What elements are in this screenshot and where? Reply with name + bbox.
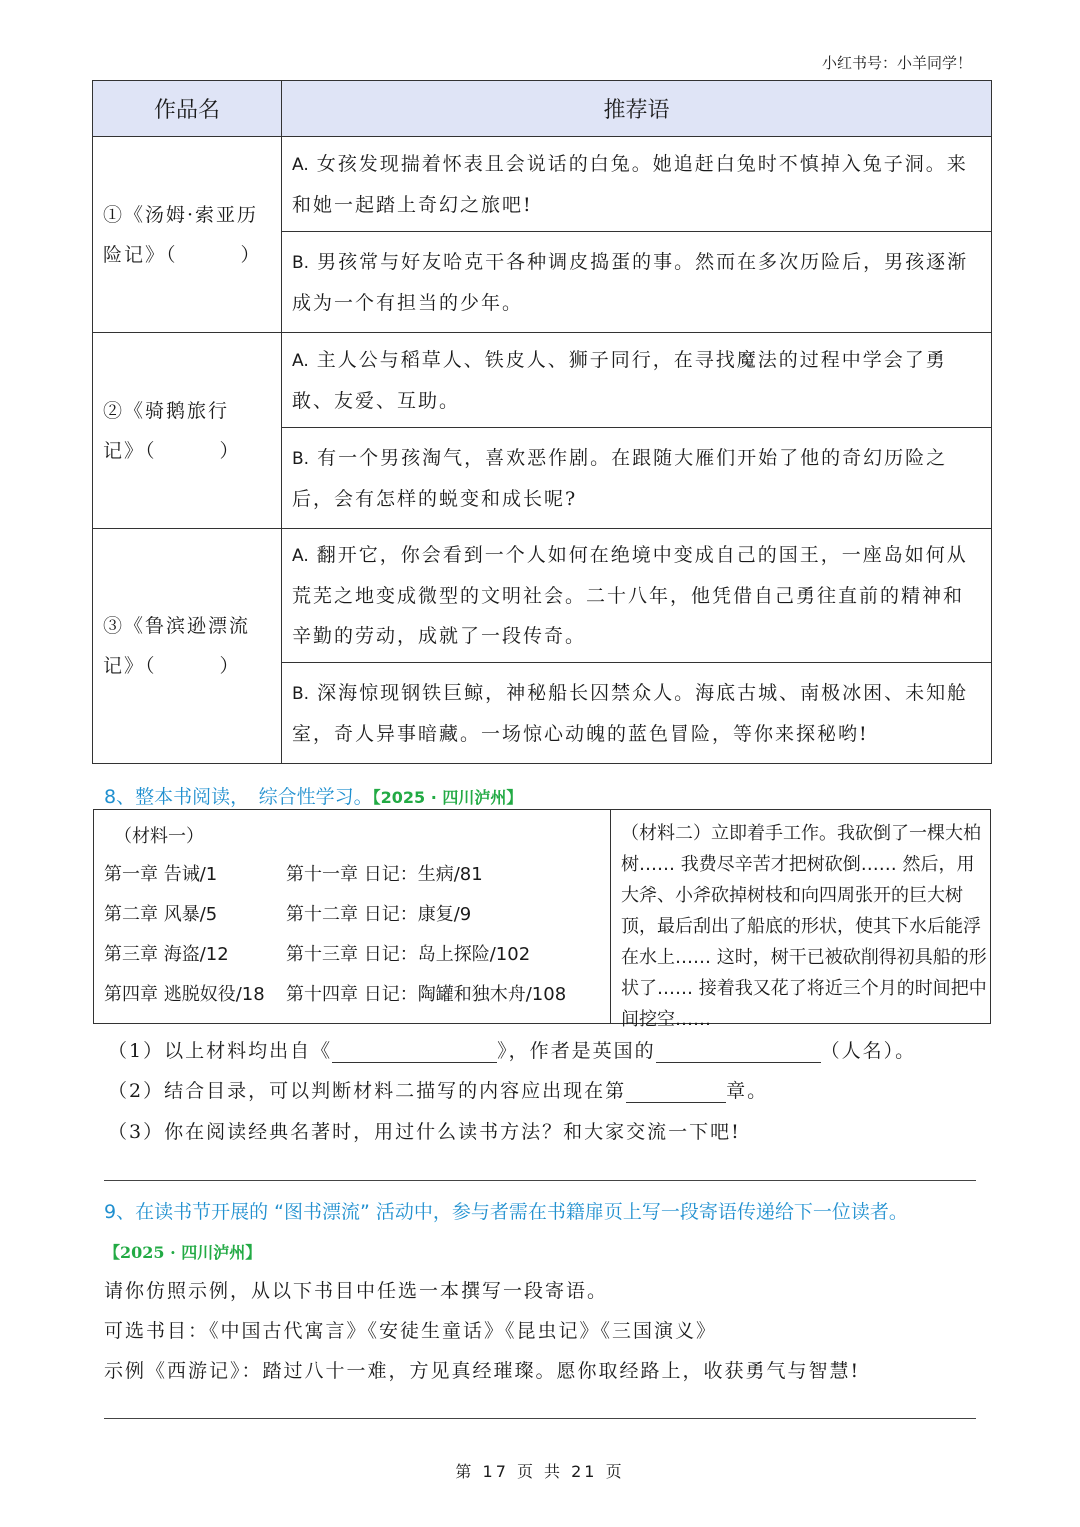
question-8-text: 8、整本书阅读， 综合性学习。 (104, 786, 373, 808)
sub-question-2 (108, 1076, 768, 1103)
option-text: 男孩常与好友哈克干各种调皮捣蛋的事。然而在多次历险后，男孩逐渐成为一个有担当的少年。 (292, 250, 969, 314)
option-a-1 (282, 137, 992, 232)
chapter-left: 第二章 风暴/5 (104, 904, 218, 925)
sub-question-1-part-b: 》，作者是英国的 (497, 1040, 656, 1062)
table-row (93, 529, 992, 663)
materials-box (93, 809, 991, 1030)
option-b-2 (282, 428, 992, 529)
recommendation-table (92, 80, 992, 764)
option-label: A. (292, 154, 309, 175)
chapter-right: 第十一章 日记：生病/81 (286, 864, 483, 885)
option-b-3 (282, 663, 992, 764)
page-footer: 第 17 页 共 21 页 (455, 1462, 625, 1481)
table-row (93, 333, 992, 428)
question-9-tag: 【2025 · 四川泸州】 (104, 1243, 262, 1262)
chapter-row (104, 935, 530, 975)
option-b-1 (282, 232, 992, 333)
sub-question-1-part-c: （人名）。 (820, 1040, 917, 1062)
material-1-head: （材料一） (114, 826, 204, 847)
answer-line[interactable] (104, 1180, 976, 1181)
answer-blank-author[interactable] (656, 1042, 821, 1063)
chapter-right: 第十四章 日记：陶罐和独木舟/108 (286, 984, 567, 1005)
option-label: A. (292, 350, 309, 371)
chapter-row (104, 895, 471, 935)
work-title-1: ①《汤姆·索亚历险记》（ ） (93, 137, 282, 333)
option-label: B. (292, 252, 310, 273)
question-8-tag: 【2025 · 四川泸州】 (372, 788, 523, 807)
option-text: 深海惊现钢铁巨鲸，神秘船长囚禁众人。海底古城、南极冰困、未知舱室，奇人异事暗藏。一场惊心动魄的蓝色冒险，等你来探秘哟! (292, 681, 969, 745)
chapter-left: 第四章 逃脱奴役/18 (104, 984, 265, 1005)
option-text: 翻开它，你会看到一个人如何在绝境中变成自己的国王，一座岛如何从荒芜之地变成微型的文明社会。二十八年，他凭借自己勇往直前的精神和辛勤的劳动，成就了一段传奇。 (292, 544, 968, 647)
material-2: （材料二）立即着手工作。我砍倒了一棵大柏树…… 我费尽辛苦才把树砍倒…… 然后，用大斧、小斧砍掉树枝和向四周张开的巨大树顶，最后刮出了船底的形状，使其下水后能浮在水上…… 这时，树干已被砍削得初具船的形状了…… 接着我又花了将近三个月的时间把中间挖空…… (621, 823, 987, 1030)
option-a-3 (282, 529, 992, 663)
work-title-2: ②《骑鹅旅行记》（ ） (93, 333, 282, 529)
chapter-left: 第三章 海盗/12 (104, 944, 229, 965)
question-9-line-2: 可选书目：《中国古代寓言》《安徒生童话》《昆虫记》《三国演义》 (104, 1320, 718, 1342)
chapter-left: 第一章 告诫/1 (104, 864, 218, 885)
table-header-row (93, 81, 992, 137)
option-label: B. (292, 448, 310, 469)
chapter-row (104, 855, 483, 895)
sub-question-2-part-a: （2）结合目录，可以判断材料二描写的内容应出现在第 (108, 1080, 627, 1102)
option-text: 主人公与稻草人、铁皮人、狮子同行，在寻找魔法的过程中学会了勇敢、友爱、互助。 (292, 348, 947, 412)
answer-blank-book[interactable] (332, 1042, 497, 1063)
sub-question-1 (108, 1036, 916, 1063)
sub-question-2-part-b: 章。 (726, 1080, 769, 1102)
watermark-text: 小红书号：小羊同学！ (821, 54, 972, 72)
sub-question-1-part-a: （1）以上材料均出自《 (108, 1040, 333, 1062)
chapter-right: 第十三章 日记：岛上探险/102 (286, 944, 531, 965)
table-row (93, 137, 992, 232)
question-8-title (104, 782, 522, 809)
option-a-2 (282, 333, 992, 428)
sub-question-3: （3）你在阅读经典名著时，用过什么读书方法？和大家交流一下吧! (108, 1121, 741, 1143)
option-text: 女孩发现揣着怀表且会说话的白兔。她追赶白兔时不慎掉入兔子洞。来和她一起踏上奇幻之旅吧! (292, 152, 968, 216)
question-9-line-1: 请你仿照示例，从以下书目中任选一本撰写一段寄语。 (104, 1280, 609, 1302)
chapter-row (104, 975, 566, 1015)
chapter-right: 第十二章 日记：康复/9 (286, 904, 472, 925)
question-9-title: 9、在读书节开展的 “图书漂流” 活动中，参与者需在书籍扉页上写一段寄语传递给下一位读者。 (104, 1201, 908, 1223)
option-label: B. (292, 683, 310, 704)
option-text: 有一个男孩淘气，喜欢恶作剧。在跟随大雁们开始了他的奇幻历险之后，会有怎样的蜕变和成长呢? (292, 446, 948, 510)
material-1 (94, 810, 611, 1023)
question-9-line-3: 示例《西游记》：踏过八十一难，方见真经璀璨。愿你取经路上，收获勇气与智慧! (104, 1360, 861, 1382)
header-work: 作品名 (93, 81, 282, 137)
work-title-3: ③《鲁滨逊漂流记》（ ） (93, 529, 282, 764)
answer-line[interactable] (104, 1418, 976, 1419)
answer-blank-chapter[interactable] (626, 1082, 726, 1103)
header-recommend: 推荐语 (282, 81, 992, 137)
option-label: A. (292, 546, 309, 566)
